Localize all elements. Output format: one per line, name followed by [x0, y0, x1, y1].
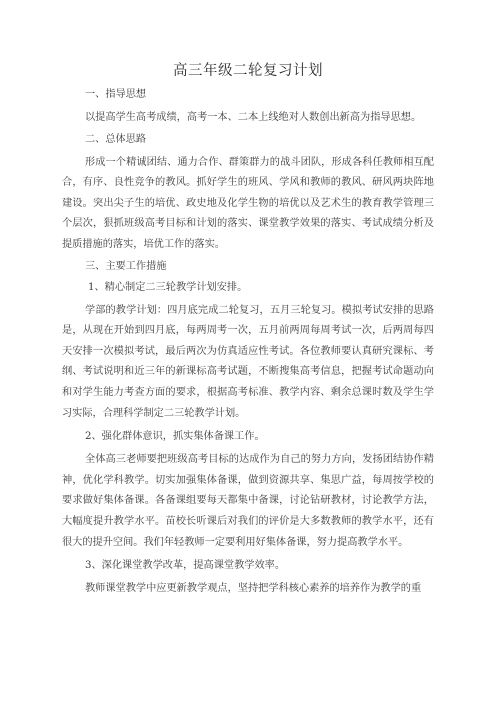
paragraph-overall-approach: 形成一个精诚团结、通力合作、群策群力的战斗团队，形成各科任教师相互配合，有序、良性竞争的教风。抓好学生的班风、学风和教师的教风、研风两块阵地建设。突出尖子生的培优、政史地及化学生物的培优以及艺术生的教育教学管理三个层次，狠抓班级高考目标和计划的落实、课堂教学效果的落实、考试成绩分析及提质措施的落实，培优工作的落实。: [62, 156, 434, 250]
paragraph-guiding-thought: 以提高学生高考成绩，高考一本、二本上线绝对人数创出新高为指导思想。: [85, 112, 422, 123]
measure-heading-1: 1、精心制定二三轮教学计划安排。: [88, 281, 248, 293]
measure-heading-2: 2、强化群体意识，抓实集体备课工作。: [85, 431, 265, 443]
measure-paragraph-1: 学部的教学计划：四月底完成二轮复习，五月三轮复习。模拟考试安排的思路是，从现在开始到四月底，每两周考一次，五月前两周每周考试一次，后两周每四天安排一次模拟考试，最后两次为仿真适应性考试。各位教师要认真研究课标、考纲、考试说明和近三年的新课标高考试题，不断搜集高考信息，把握考试命题动向和对学生能力考查方面的要求，根据高考标准、教学内容、剩余总课时数及学生学习实际，合理科学制定二三轮教学计划。: [62, 304, 434, 419]
measure-heading-3: 3、深化课堂教学改革，提高课堂教学效率。: [85, 560, 286, 572]
measure-paragraph-2: 全体高三老师要把班级高考目标的达成作为自己的努力方向，发扬团结协作精神，优化学科教学。切实加强集体备课，做到资源共享、集思广益，每周按学校的要求做好集体备课。各备课组要每天都集中备课，讨论钻研教材，讨论教学方法，大幅度提升教学水平。苗校长听课后对我们的评价是大多数教师的教学水平，还有很大的提升空间。我们年轻教师一定要利用好集体备课，努力提高教学水平。: [62, 454, 434, 548]
measure-paragraph-3: 教师课堂教学中应更新教学观点，坚持把学科核心素养的培养作为教学的重: [85, 583, 422, 595]
section-heading-guiding-thought: 一、指导思想: [85, 89, 147, 100]
page-title: 高三年级二轮复习计划: [173, 63, 323, 79]
section-heading-main-measures: 三、主要工作措施: [85, 260, 167, 272]
section-heading-overall-approach: 二、总体思路: [85, 133, 147, 145]
